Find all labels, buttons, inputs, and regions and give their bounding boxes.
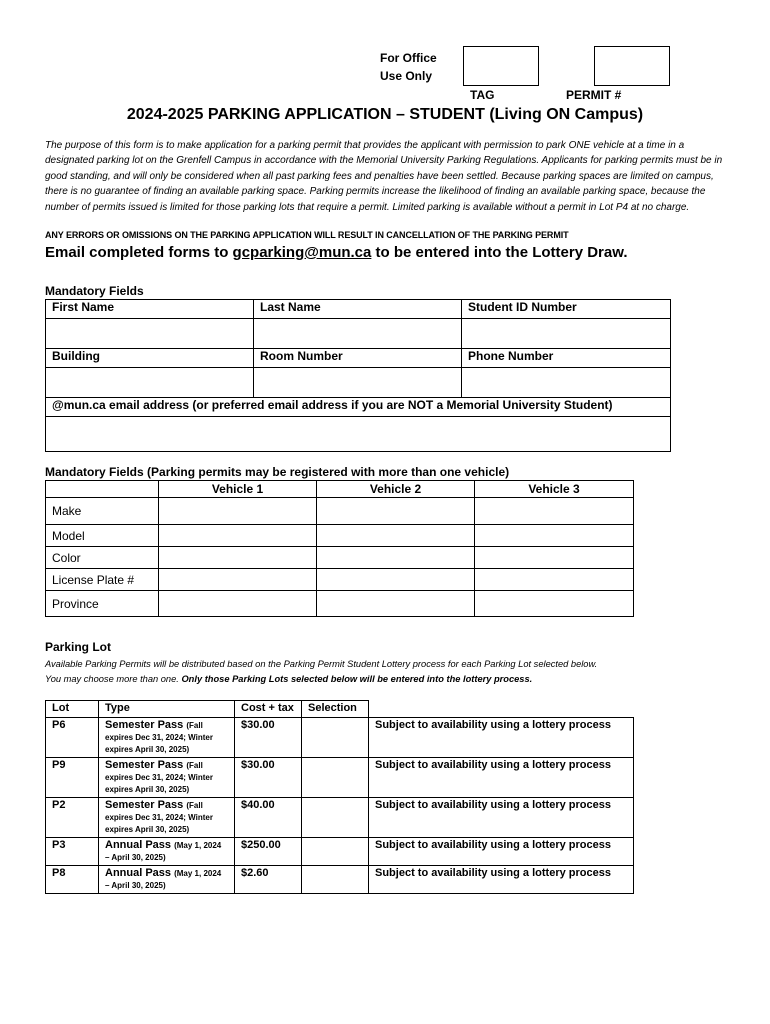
vehicle-table [45, 480, 634, 617]
lot-type-name: Semester Pass [105, 719, 184, 731]
parking-lot-table [45, 700, 634, 894]
email-address-label: @mun.ca email address (or preferred email address if you are NOT a Memorial University Student) [46, 398, 671, 417]
lot-type-detail-a: (Fall [186, 801, 203, 810]
email-link[interactable]: gcparking@mun.ca [232, 244, 372, 261]
last-name-field[interactable] [254, 319, 462, 349]
type-header: Type [99, 701, 235, 718]
lot-note: Subject to availability using a lottery process [369, 798, 634, 838]
email-instruction-before: Email completed forms to [45, 244, 233, 261]
office-line-1: For Office [380, 51, 437, 65]
lot-note: Subject to availability using a lottery process [369, 866, 634, 894]
tag-box[interactable] [463, 46, 539, 86]
email-instruction [45, 244, 628, 261]
make-vehicle-1-field[interactable] [159, 498, 317, 525]
lot-type-detail-a: (Fall [186, 761, 203, 770]
lot-type-detail-b: – April 30, 2025) [105, 881, 166, 890]
lot-row [46, 866, 634, 894]
vehicle-1-header: Vehicle 1 [159, 481, 317, 498]
lot-note: Subject to availability using a lottery process [369, 758, 634, 798]
lot-row [46, 838, 634, 866]
permit-label: PERMIT # [566, 88, 622, 102]
vehicle-3-header: Vehicle 3 [475, 481, 634, 498]
lot-row [46, 798, 634, 838]
first-name-label: First Name [46, 300, 254, 319]
parking-desc-2a: You may choose more than one. [45, 674, 182, 684]
lot-selection-cell[interactable] [302, 866, 369, 894]
lot-type-name: Annual Pass [105, 839, 172, 851]
lot-type [99, 838, 235, 866]
model-label: Model [46, 525, 159, 547]
applicant-info-table [45, 299, 671, 452]
errors-notice: ANY ERRORS OR OMISSIONS ON THE PARKING APPLICATION WILL RESULT IN CANCELLATION OF THE PARKING PERMIT [45, 230, 569, 240]
lot-note: Subject to availability using a lottery process [369, 718, 634, 758]
license-plate-vehicle-2-field[interactable] [317, 569, 475, 591]
parking-lot-description [45, 657, 597, 687]
license-plate-label: License Plate # [46, 569, 159, 591]
lot-cost: $250.00 [235, 838, 302, 866]
lot-row [46, 718, 634, 758]
permit-box[interactable] [594, 46, 670, 86]
lot-cost: $30.00 [235, 718, 302, 758]
vehicle-2-header: Vehicle 2 [317, 481, 475, 498]
room-number-field[interactable] [254, 368, 462, 398]
lot-type-detail-a: (May 1, 2024 [174, 841, 222, 850]
email-address-field[interactable] [46, 417, 671, 452]
province-label: Province [46, 591, 159, 617]
lot-selection-cell[interactable] [302, 758, 369, 798]
province-vehicle-3-field[interactable] [475, 591, 634, 617]
phone-number-label: Phone Number [462, 349, 671, 368]
lot-cost: $2.60 [235, 866, 302, 894]
model-vehicle-3-field[interactable] [475, 525, 634, 547]
selection-header: Selection [302, 701, 369, 718]
student-id-field[interactable] [462, 319, 671, 349]
lot-id: P2 [46, 798, 99, 838]
vehicle-fields-label: Mandatory Fields (Parking permits may be registered with more than one vehicle) [45, 465, 510, 479]
lot-type-detail-b: – April 30, 2025) [105, 853, 166, 862]
phone-number-field[interactable] [462, 368, 671, 398]
lot-type [99, 758, 235, 798]
first-name-field[interactable] [46, 319, 254, 349]
lot-type-detail-b: expires Dec 31, 2024; Winter expires April 30, 2025) [105, 813, 213, 834]
lot-type [99, 866, 235, 894]
lot-type-detail-a: (May 1, 2024 [174, 869, 222, 878]
lot-id: P3 [46, 838, 99, 866]
lot-type [99, 798, 235, 838]
building-label: Building [46, 349, 254, 368]
note-header [369, 701, 634, 718]
license-plate-vehicle-1-field[interactable] [159, 569, 317, 591]
license-plate-vehicle-3-field[interactable] [475, 569, 634, 591]
building-field[interactable] [46, 368, 254, 398]
office-line-2: Use Only [380, 69, 433, 83]
lot-note: Subject to availability using a lottery process [369, 838, 634, 866]
lot-selection-cell[interactable] [302, 798, 369, 838]
make-vehicle-2-field[interactable] [317, 498, 475, 525]
email-instruction-after: to be entered into the Lottery Draw. [371, 244, 628, 261]
room-number-label: Room Number [254, 349, 462, 368]
model-vehicle-2-field[interactable] [317, 525, 475, 547]
last-name-label: Last Name [254, 300, 462, 319]
province-vehicle-2-field[interactable] [317, 591, 475, 617]
vehicle-header-blank [46, 481, 159, 498]
lot-type-detail-b: expires Dec 31, 2024; Winter expires April 30, 2025) [105, 733, 213, 754]
color-vehicle-2-field[interactable] [317, 547, 475, 569]
cost-header: Cost + tax [235, 701, 302, 718]
lot-type-name: Annual Pass [105, 867, 172, 879]
make-vehicle-3-field[interactable] [475, 498, 634, 525]
make-label: Make [46, 498, 159, 525]
lot-cost: $40.00 [235, 798, 302, 838]
color-vehicle-3-field[interactable] [475, 547, 634, 569]
office-use-label [380, 49, 437, 85]
lot-id: P9 [46, 758, 99, 798]
student-id-label: Student ID Number [462, 300, 671, 319]
purpose-paragraph: The purpose of this form is to make application for a parking permit that provides the applicant with permission to park ONE vehicle at a time in a designated parking lot on the Grenfell Campus in accordance with the Memorial University Parking Regulations. Applicants for parking permits must be in good standing, and will only be considered when all past parking fees and penalties have been settled. Because parking spaces are limited on campus, there is no guarantee of finding an available parking space. Parking permits increase the likelihood of finding an available parking space, because the number of permits issued is limited for those parking lots that require a permit. Limited parking is available without a permit in Lot P4 at no charge. [45, 140, 723, 213]
lot-type [99, 718, 235, 758]
lot-type-detail-a: (Fall [186, 721, 203, 730]
form-title: 2024-2025 PARKING APPLICATION – STUDENT (Living ON Campus) [126, 106, 644, 123]
parking-desc-line-1: Available Parking Permits will be distributed based on the Parking Permit Student Lottery process for each Parking Lot selected below. [45, 659, 598, 669]
color-vehicle-1-field[interactable] [159, 547, 317, 569]
parking-lot-label: Parking Lot [45, 640, 112, 654]
lot-cost: $30.00 [235, 758, 302, 798]
color-label: Color [46, 547, 159, 569]
mandatory-fields-label: Mandatory Fields [45, 284, 144, 298]
lot-id: P6 [46, 718, 99, 758]
lot-selection-cell[interactable] [302, 718, 369, 758]
province-vehicle-1-field[interactable] [159, 591, 317, 617]
lot-type-detail-b: expires Dec 31, 2024; Winter expires April 30, 2025) [105, 773, 213, 794]
model-vehicle-1-field[interactable] [159, 525, 317, 547]
tag-label: TAG [470, 88, 495, 102]
lot-row [46, 758, 634, 798]
lot-id: P8 [46, 866, 99, 894]
parking-desc-line-2 [45, 672, 597, 687]
lot-selection-cell[interactable] [302, 838, 369, 866]
lot-header: Lot [46, 701, 99, 718]
lot-type-name: Semester Pass [105, 759, 184, 771]
lot-type-name: Semester Pass [105, 799, 184, 811]
parking-desc-2b: Only those Parking Lots selected below will be entered into the lottery process. [181, 674, 533, 684]
